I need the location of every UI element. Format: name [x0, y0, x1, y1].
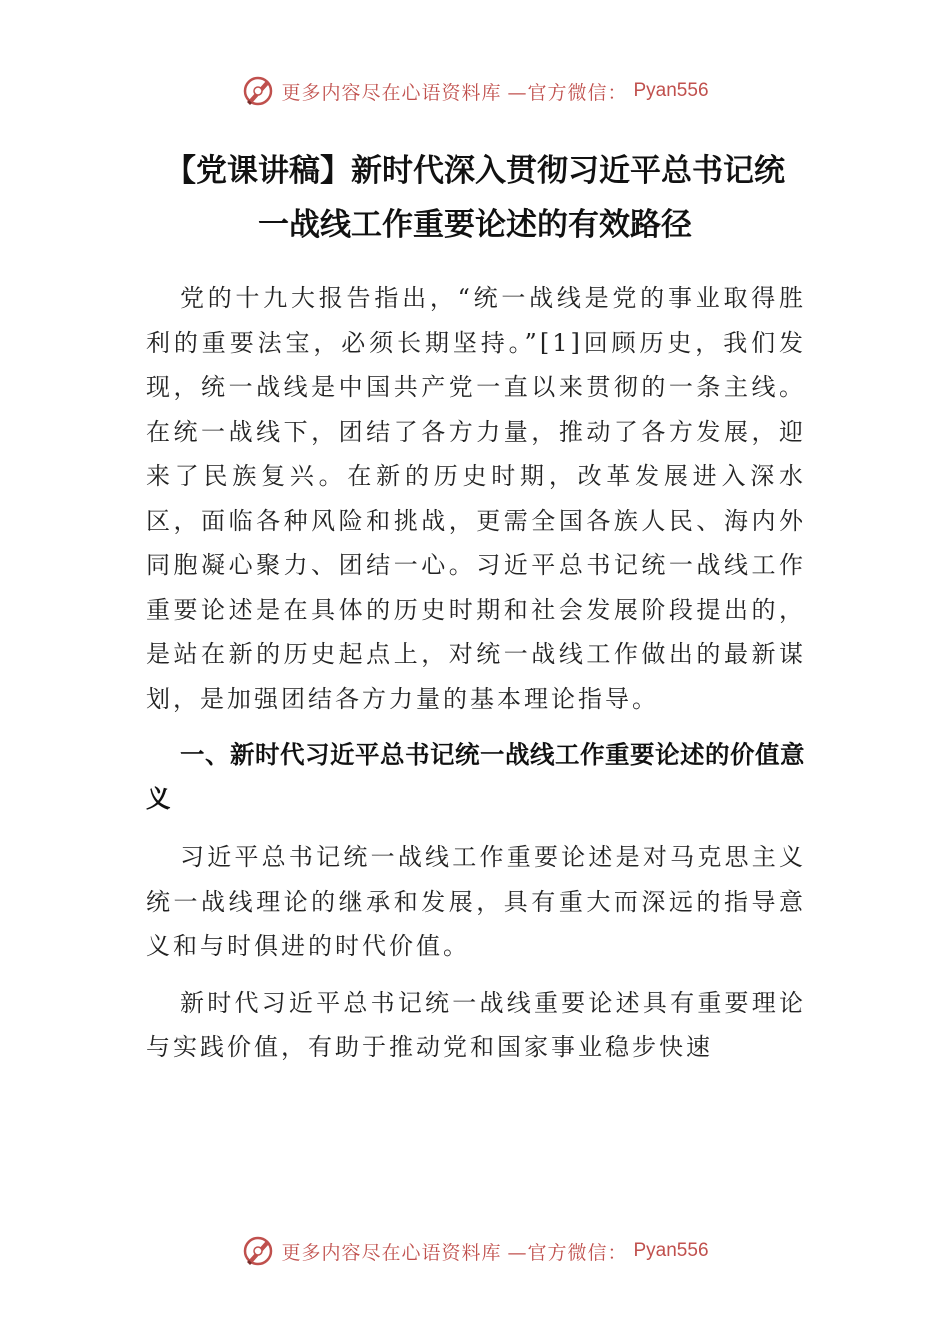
banner-wechat-id: Pyan556 [633, 1240, 709, 1261]
banner-wechat-id: Pyan556 [633, 80, 709, 101]
banner-separator: —官方微信： [507, 81, 628, 104]
document-body [146, 276, 806, 1070]
section-heading-1: 一、新时代习近平总书记统一战线工作重要论述的价值意义 [146, 740, 805, 813]
banner-text: 更多内容尽在心语资料库 [281, 1241, 502, 1264]
paragraph-intro: 党的十九大报告指出，“统一战线是党的事业取得胜利的重要法宝，必须长期坚持。”[1]回顾历史，我们发现，统一战线是中国共产党一直以来贯彻的一条主线。在统一战线下，团结了各方力量，推动了各方发展，迎来了民族复兴。在新的历史时期，改革发展进入深水区，面临各种风险和挑战，更需全国各族人民、海内外同胞凝心聚力、团结一心。习近平总书记统一战线工作重要论述是在具体的历史时期和社会发展阶段提出的，是站在新的历史起点上，对统一战线工作做出的最新谋划，是加强团结各方力量的基本理论指导。 [146, 284, 806, 713]
paragraph-value-significance: 习近平总书记统一战线工作重要论述是对马克思主义统一战线理论的继承和发展，具有重大而深远的指导意义和与时俱进的时代价值。 [146, 843, 806, 960]
title-line-2: 一战线工作重要论述的有效路径 [258, 207, 692, 243]
red-pen-circle-logo-icon [241, 74, 275, 108]
header-banner [0, 74, 950, 108]
title-line-1: 【党课讲稿】新时代深入贯彻习近平总书记统 [165, 153, 785, 189]
banner-separator: —官方微信： [507, 1241, 628, 1264]
footer-banner [0, 1234, 950, 1268]
document-title [140, 144, 810, 252]
red-pen-circle-logo-icon [241, 1234, 275, 1268]
banner-text: 更多内容尽在心语资料库 [281, 81, 502, 104]
paragraph-theory-practice: 新时代习近平总书记统一战线重要论述具有重要理论与实践价值，有助于推动党和国家事业稳步快速 [146, 988, 806, 1061]
